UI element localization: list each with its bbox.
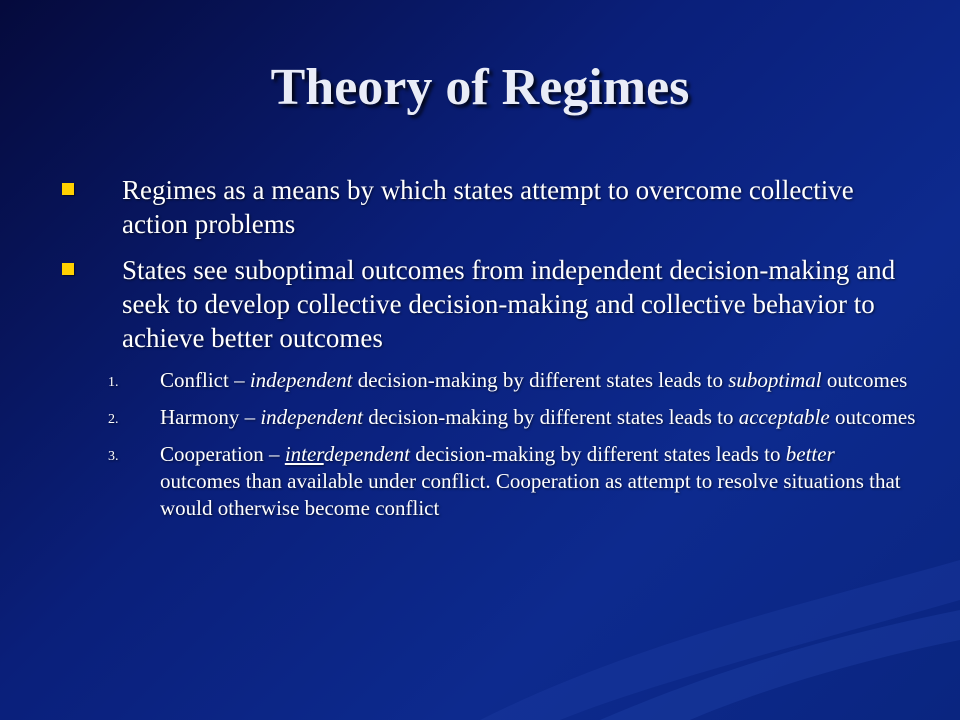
numbered-item — [60, 367, 920, 394]
bullet-item — [60, 173, 920, 241]
item-text-a: Harmony – — [160, 405, 261, 429]
numbered-item — [60, 441, 920, 522]
item-text-e: outcomes — [829, 405, 916, 429]
item-number: 1. — [108, 375, 119, 390]
item-emphasis: independent — [260, 405, 363, 429]
item-text-c: decision-making by different states leads to — [352, 368, 729, 392]
numbered-item — [60, 404, 920, 431]
bullet-item — [60, 253, 920, 355]
item-emphasis: better — [785, 442, 835, 466]
item-text-e: outcomes than available under conflict. Cooperation as attempt to resolve situations that would otherwise become conflict — [160, 469, 901, 520]
item-underline: inter — [284, 442, 324, 466]
item-text-c: decision-making by different states leads to — [362, 405, 739, 429]
item-number: 2. — [108, 412, 119, 427]
bullet-text: Regimes as a means by which states attempt to overcome collective action problems — [122, 175, 854, 239]
slide-title: Theory of Regimes — [270, 59, 690, 116]
item-emphasis: suboptimal — [728, 368, 822, 392]
item-emphasis — [285, 442, 410, 466]
item-text-e: outcomes — [821, 368, 908, 392]
item-text-a: Cooperation – — [160, 442, 285, 466]
bullet-text: States see suboptimal outcomes from independent decision-making and seek to develop collective decision-making and collective behavior to achieve better outcomes — [122, 255, 896, 353]
item-emphasis: acceptable — [738, 405, 830, 429]
item-emphasis-rest: dependent — [323, 442, 410, 466]
bullet-list — [60, 173, 920, 532]
square-bullet-icon — [62, 183, 74, 195]
square-bullet-icon — [62, 263, 74, 275]
item-number: 3. — [108, 449, 119, 464]
item-text-c: decision-making by different states leads to — [410, 442, 786, 466]
item-emphasis: independent — [249, 368, 353, 392]
item-text-a: Conflict – — [160, 368, 250, 392]
